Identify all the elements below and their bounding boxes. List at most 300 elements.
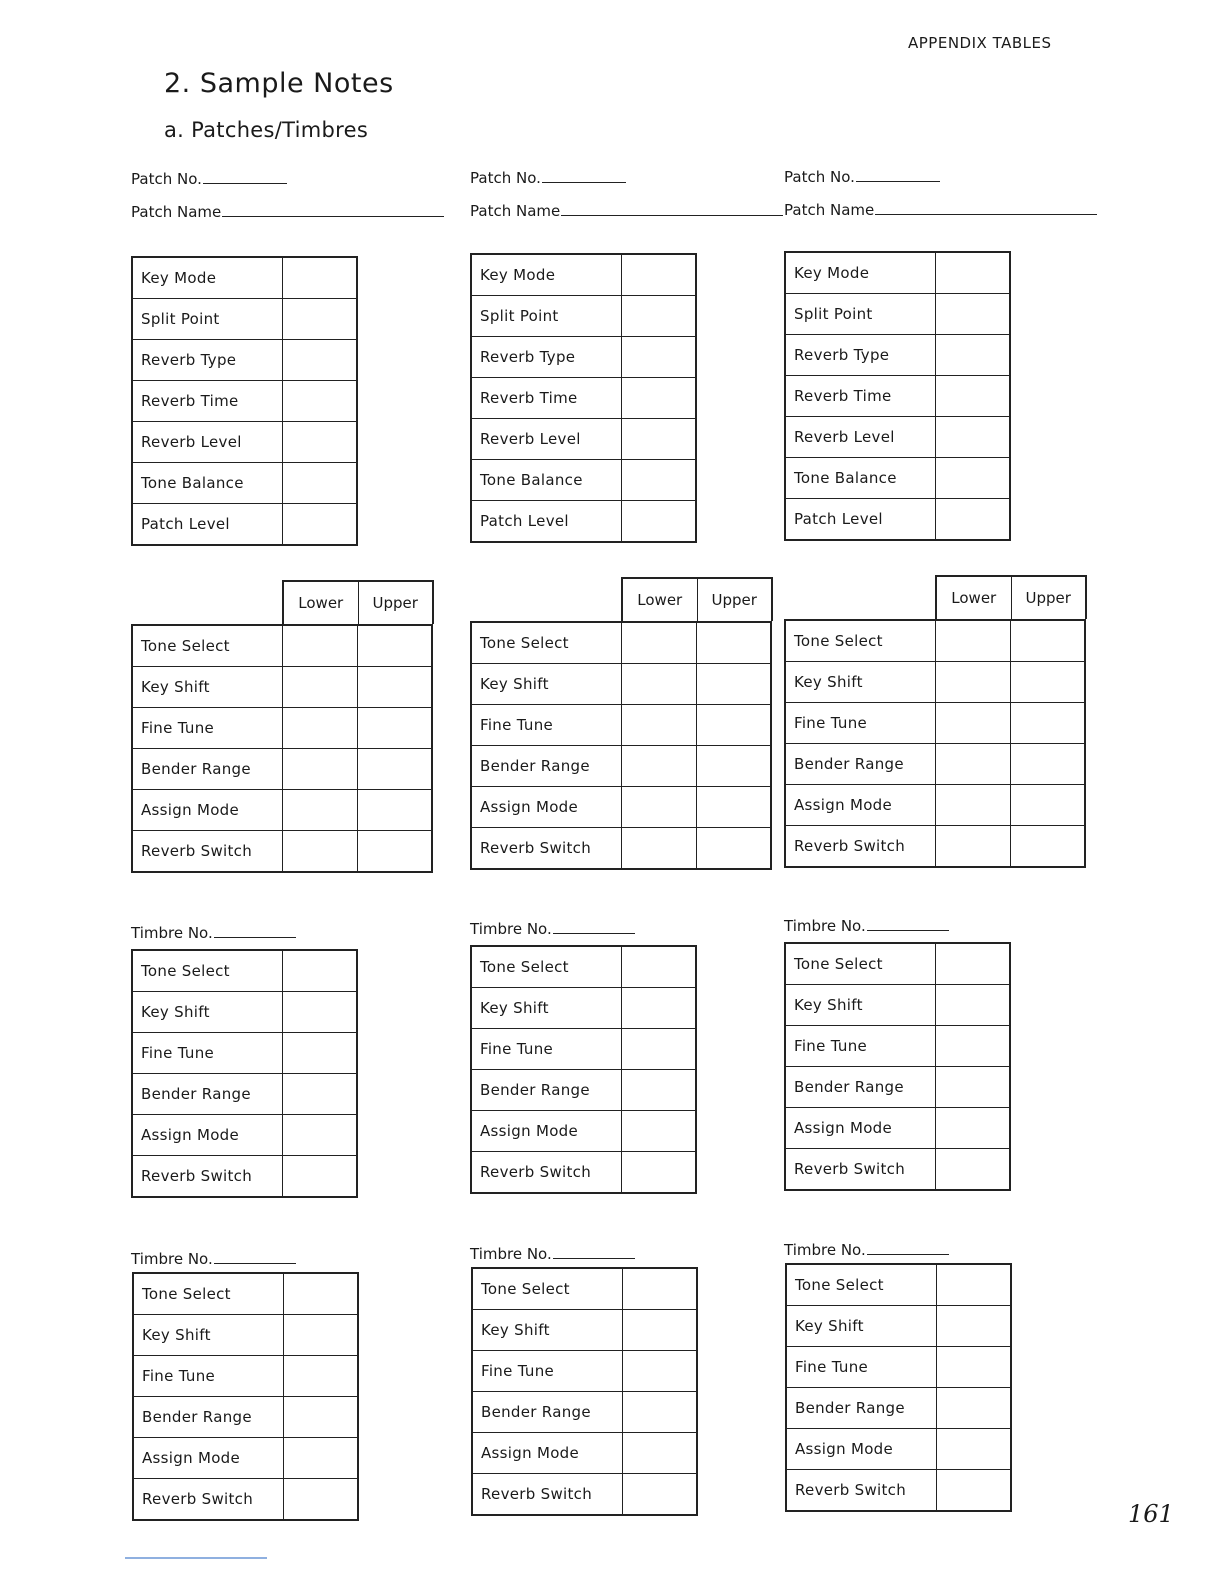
value-cell[interactable]: [622, 1433, 697, 1474]
lower-column-header: Lower: [951, 589, 997, 607]
row-label: Key Mode: [132, 257, 282, 299]
value-cell[interactable]: [621, 1029, 696, 1070]
patch-table-3: [784, 251, 1011, 541]
patch-name-field-2-label: Patch Name: [470, 202, 561, 220]
value-cell[interactable]: [935, 943, 1010, 985]
row-label: Bender Range: [786, 1388, 936, 1429]
value-cell[interactable]: [282, 340, 357, 381]
upper-value-cell[interactable]: [357, 790, 432, 831]
value-cell[interactable]: [935, 1067, 1010, 1108]
lower-value-cell[interactable]: [282, 790, 357, 831]
table-row: [785, 703, 1085, 744]
upper-value-cell[interactable]: [696, 622, 771, 664]
row-label: Key Shift: [785, 662, 935, 703]
patch-name-field-3-entry-line[interactable]: [875, 213, 1097, 215]
header-label: APPENDIX TABLES: [908, 34, 1052, 52]
value-cell[interactable]: [936, 1347, 1011, 1388]
table-row: [132, 504, 357, 546]
row-label: Tone Select: [471, 622, 621, 664]
table-row: [786, 1388, 1011, 1429]
row-label: Patch Level: [132, 504, 282, 546]
value-cell[interactable]: [935, 499, 1010, 541]
table-row: [785, 335, 1010, 376]
value-cell[interactable]: [622, 1392, 697, 1433]
table-row: [132, 463, 357, 504]
row-label: Reverb Switch: [471, 828, 621, 870]
timbre-no-field-2a-label: Timbre No.: [470, 920, 552, 938]
value-cell[interactable]: [282, 257, 357, 299]
value-cell[interactable]: [936, 1388, 1011, 1429]
value-cell[interactable]: [282, 381, 357, 422]
table-row: [786, 1470, 1011, 1512]
value-cell[interactable]: [935, 252, 1010, 294]
table-row: [785, 620, 1085, 662]
row-label: Reverb Switch: [132, 1156, 282, 1198]
row-label: Tone Select: [786, 1264, 936, 1306]
row-label: Bender Range: [133, 1397, 283, 1438]
row-label: Assign Mode: [472, 1433, 622, 1474]
table-row: [471, 501, 696, 543]
value-cell[interactable]: [935, 294, 1010, 335]
value-cell[interactable]: [282, 1115, 357, 1156]
value-cell[interactable]: [282, 950, 357, 992]
row-label: Tone Select: [471, 946, 621, 988]
row-label: Split Point: [132, 299, 282, 340]
table-row: [471, 460, 696, 501]
row-label: Fine Tune: [471, 1029, 621, 1070]
row-label: Tone Select: [785, 943, 935, 985]
patch-tone-table-1: [131, 624, 433, 873]
timbre-no-field-3b-label: Timbre No.: [784, 1241, 866, 1259]
lower-value-cell[interactable]: [282, 749, 357, 790]
table-row: [471, 296, 696, 337]
value-cell[interactable]: [283, 1397, 358, 1438]
table-row: [472, 1351, 697, 1392]
row-label: Tone Balance: [471, 460, 621, 501]
table-row: [133, 1273, 358, 1315]
patch-table-2: [470, 253, 697, 543]
patch-name-field-1-label: Patch Name: [131, 203, 222, 221]
table-row: [472, 1474, 697, 1516]
row-label: Bender Range: [132, 1074, 282, 1115]
row-label: Key Shift: [472, 1310, 622, 1351]
table-row: [471, 746, 771, 787]
upper-value-cell[interactable]: [1010, 620, 1085, 662]
timbre-no-field-2b: [470, 1245, 635, 1263]
row-label: Key Mode: [471, 254, 621, 296]
lower-value-cell[interactable]: [935, 785, 1010, 826]
table-row: [785, 499, 1010, 541]
table-row: [786, 1429, 1011, 1470]
table-row: [785, 458, 1010, 499]
lower-value-cell[interactable]: [935, 826, 1010, 868]
value-cell[interactable]: [283, 1356, 358, 1397]
upper-value-cell[interactable]: [696, 828, 771, 870]
patch-no-field-3-entry-line[interactable]: [856, 180, 940, 182]
patch-no-field-1-entry-line[interactable]: [203, 182, 287, 184]
row-label: Bender Range: [471, 1070, 621, 1111]
value-cell[interactable]: [935, 1149, 1010, 1191]
value-cell[interactable]: [622, 1310, 697, 1351]
value-cell[interactable]: [621, 1111, 696, 1152]
timbre-no-field-2a-entry-line[interactable]: [553, 932, 635, 934]
value-cell[interactable]: [935, 417, 1010, 458]
table-row: [471, 988, 696, 1029]
lower-value-cell[interactable]: [621, 746, 696, 787]
row-label: Reverb Switch: [472, 1474, 622, 1516]
timbre-no-field-2a: [470, 920, 635, 938]
table-row: [133, 1315, 358, 1356]
value-cell[interactable]: [282, 299, 357, 340]
timbre-no-field-2b-label: Timbre No.: [470, 1245, 552, 1263]
value-cell[interactable]: [622, 1351, 697, 1392]
timbre-no-field-1b-entry-line[interactable]: [214, 1262, 296, 1264]
value-cell[interactable]: [621, 1070, 696, 1111]
value-cell[interactable]: [283, 1273, 358, 1315]
value-cell[interactable]: [622, 1474, 697, 1516]
patch-name-field-3-label: Patch Name: [784, 201, 875, 219]
row-label: Key Shift: [471, 664, 621, 705]
table-row: [785, 744, 1085, 785]
value-cell[interactable]: [283, 1315, 358, 1356]
patch-no-field-2-label: Patch No.: [470, 169, 541, 187]
row-label: Fine Tune: [471, 705, 621, 746]
table-row: [132, 831, 432, 873]
section-title: 2. Sample Notes: [164, 68, 394, 99]
lower-value-cell[interactable]: [935, 662, 1010, 703]
upper-value-cell[interactable]: [357, 831, 432, 873]
table-row: [786, 1264, 1011, 1306]
table-row: [785, 785, 1085, 826]
row-label: Assign Mode: [785, 1108, 935, 1149]
table-row: [132, 708, 432, 749]
row-label: Key Shift: [133, 1315, 283, 1356]
row-label: Reverb Switch: [786, 1470, 936, 1512]
table-row: [132, 422, 357, 463]
value-cell[interactable]: [621, 501, 696, 543]
page-number: 161: [1128, 1500, 1174, 1528]
row-label: Reverb Level: [785, 417, 935, 458]
row-label: Assign Mode: [132, 790, 282, 831]
table-row: [132, 625, 432, 667]
upper-column-header: Upper: [1011, 577, 1086, 619]
value-cell[interactable]: [621, 988, 696, 1029]
patch-no-field-2-entry-line[interactable]: [542, 181, 626, 183]
table-row: [471, 1070, 696, 1111]
row-label: Key Shift: [132, 992, 282, 1033]
lower-column-header: Lower: [637, 591, 683, 609]
upper-value-cell[interactable]: [357, 625, 432, 667]
patch-name-field-2-entry-line[interactable]: [561, 214, 783, 216]
value-cell[interactable]: [282, 504, 357, 546]
table-row: [133, 1479, 358, 1521]
table-row: [471, 622, 771, 664]
row-label: Key Shift: [786, 1306, 936, 1347]
row-label: Key Shift: [785, 985, 935, 1026]
table-row: [785, 1067, 1010, 1108]
table-row: [132, 992, 357, 1033]
table-row: [471, 705, 771, 746]
lower-value-cell[interactable]: [282, 667, 357, 708]
row-label: Reverb Time: [471, 378, 621, 419]
table-row: [132, 1074, 357, 1115]
row-label: Fine Tune: [785, 703, 935, 744]
value-cell[interactable]: [282, 1156, 357, 1198]
patch-no-field-2: [470, 169, 626, 187]
row-label: Key Shift: [132, 667, 282, 708]
timbre-table-2a: [470, 945, 697, 1194]
row-label: Reverb Type: [785, 335, 935, 376]
table-row: [785, 1149, 1010, 1191]
lower-value-cell[interactable]: [935, 620, 1010, 662]
value-cell[interactable]: [282, 1033, 357, 1074]
row-label: Reverb Level: [132, 422, 282, 463]
value-cell[interactable]: [936, 1264, 1011, 1306]
patch-name-field-1-entry-line[interactable]: [222, 215, 444, 217]
row-label: Reverb Switch: [471, 1152, 621, 1194]
value-cell[interactable]: [935, 1108, 1010, 1149]
row-label: Fine Tune: [132, 708, 282, 749]
table-row: [471, 337, 696, 378]
upper-value-cell[interactable]: [1010, 785, 1085, 826]
lower-value-cell[interactable]: [621, 828, 696, 870]
timbre-no-field-1a: [131, 924, 296, 942]
table-row: [132, 299, 357, 340]
value-cell[interactable]: [621, 337, 696, 378]
value-cell[interactable]: [935, 335, 1010, 376]
upper-column-header: Upper: [697, 579, 772, 621]
value-cell[interactable]: [621, 378, 696, 419]
table-row: [785, 943, 1010, 985]
table-row: [471, 1111, 696, 1152]
timbre-no-field-1b: [131, 1250, 296, 1268]
lower-value-cell[interactable]: [621, 664, 696, 705]
value-cell[interactable]: [282, 1074, 357, 1115]
lower-column-header: Lower: [298, 594, 344, 612]
row-label: Assign Mode: [471, 787, 621, 828]
row-label: Reverb Type: [471, 337, 621, 378]
row-label: Fine Tune: [785, 1026, 935, 1067]
upper-value-cell[interactable]: [696, 664, 771, 705]
row-label: Bender Range: [471, 746, 621, 787]
table-row: [132, 340, 357, 381]
timbre-no-field-3a: [784, 917, 949, 935]
table-row: [785, 826, 1085, 868]
patch-no-field-3-label: Patch No.: [784, 168, 855, 186]
upper-value-cell[interactable]: [696, 787, 771, 828]
upper-value-cell[interactable]: [696, 746, 771, 787]
bottom-divider: [125, 1557, 267, 1559]
table-row: [471, 1029, 696, 1070]
row-label: Tone Select: [785, 620, 935, 662]
row-label: Bender Range: [785, 744, 935, 785]
upper-value-cell[interactable]: [357, 749, 432, 790]
upper-value-cell[interactable]: [357, 708, 432, 749]
row-label: Split Point: [785, 294, 935, 335]
table-row: [471, 419, 696, 460]
upper-value-cell[interactable]: [1010, 826, 1085, 868]
row-label: Tone Select: [132, 950, 282, 992]
patch-no-field-1: [131, 170, 287, 188]
upper-value-cell[interactable]: [696, 705, 771, 746]
row-label: Bender Range: [472, 1392, 622, 1433]
table-row: [133, 1438, 358, 1479]
upper-value-cell[interactable]: [1010, 662, 1085, 703]
value-cell[interactable]: [936, 1429, 1011, 1470]
value-cell[interactable]: [936, 1470, 1011, 1512]
row-label: Reverb Time: [132, 381, 282, 422]
row-label: Reverb Switch: [132, 831, 282, 873]
table-row: [471, 946, 696, 988]
value-cell[interactable]: [936, 1306, 1011, 1347]
row-label: Reverb Switch: [133, 1479, 283, 1521]
patch-tone-table-3: [784, 619, 1086, 868]
row-label: Patch Level: [785, 499, 935, 541]
table-row: [472, 1433, 697, 1474]
table-row: [132, 950, 357, 992]
row-label: Bender Range: [785, 1067, 935, 1108]
lower-upper-header-1: [282, 580, 434, 624]
value-cell[interactable]: [621, 419, 696, 460]
row-label: Fine Tune: [472, 1351, 622, 1392]
table-row: [785, 417, 1010, 458]
timbre-no-field-1a-entry-line[interactable]: [214, 936, 296, 938]
value-cell[interactable]: [621, 254, 696, 296]
table-row: [785, 662, 1085, 703]
row-label: Reverb Switch: [785, 1149, 935, 1191]
table-row: [785, 294, 1010, 335]
table-row: [785, 1026, 1010, 1067]
table-row: [132, 1033, 357, 1074]
table-row: [471, 378, 696, 419]
table-row: [471, 787, 771, 828]
value-cell[interactable]: [621, 296, 696, 337]
lower-value-cell[interactable]: [621, 787, 696, 828]
timbre-no-field-3a-entry-line[interactable]: [867, 929, 949, 931]
lower-value-cell[interactable]: [935, 703, 1010, 744]
upper-value-cell[interactable]: [357, 667, 432, 708]
timbre-no-field-3a-label: Timbre No.: [784, 917, 866, 935]
value-cell[interactable]: [621, 1152, 696, 1194]
row-label: Reverb Switch: [785, 826, 935, 868]
table-row: [472, 1310, 697, 1351]
timbre-no-field-1b-label: Timbre No.: [131, 1250, 213, 1268]
table-row: [132, 1156, 357, 1198]
table-row: [472, 1392, 697, 1433]
table-row: [786, 1347, 1011, 1388]
lower-value-cell[interactable]: [621, 622, 696, 664]
timbre-no-field-3b: [784, 1241, 949, 1259]
row-label: Tone Select: [472, 1268, 622, 1310]
value-cell[interactable]: [283, 1479, 358, 1521]
lower-value-cell[interactable]: [282, 708, 357, 749]
patch-tone-table-2: [470, 621, 772, 870]
patch-name-field-1: [131, 203, 444, 221]
table-row: [786, 1306, 1011, 1347]
value-cell[interactable]: [283, 1438, 358, 1479]
upper-column-header: Upper: [358, 582, 433, 624]
timbre-table-1a: [131, 949, 358, 1198]
upper-value-cell[interactable]: [1010, 703, 1085, 744]
row-label: Key Mode: [785, 252, 935, 294]
patch-name-field-3: [784, 201, 1097, 219]
row-label: Split Point: [471, 296, 621, 337]
value-cell[interactable]: [935, 458, 1010, 499]
table-row: [785, 376, 1010, 417]
table-row: [132, 381, 357, 422]
table-row: [132, 790, 432, 831]
timbre-no-field-2b-entry-line[interactable]: [553, 1257, 635, 1259]
timbre-table-1b: [132, 1272, 359, 1521]
value-cell[interactable]: [282, 463, 357, 504]
lower-value-cell[interactable]: [621, 705, 696, 746]
row-label: Fine Tune: [786, 1347, 936, 1388]
row-label: Bender Range: [132, 749, 282, 790]
row-label: Tone Select: [132, 625, 282, 667]
patch-table-1: [131, 256, 358, 546]
table-row: [471, 1152, 696, 1194]
table-row: [133, 1356, 358, 1397]
table-row: [132, 1115, 357, 1156]
upper-value-cell[interactable]: [1010, 744, 1085, 785]
row-label: Key Shift: [471, 988, 621, 1029]
table-row: [472, 1268, 697, 1310]
lower-value-cell[interactable]: [282, 831, 357, 873]
row-label: Reverb Time: [785, 376, 935, 417]
lower-value-cell[interactable]: [935, 744, 1010, 785]
value-cell[interactable]: [621, 460, 696, 501]
value-cell[interactable]: [621, 946, 696, 988]
row-label: Assign Mode: [132, 1115, 282, 1156]
lower-upper-header-2: [621, 577, 773, 621]
table-row: [133, 1397, 358, 1438]
value-cell[interactable]: [935, 1026, 1010, 1067]
row-label: Tone Select: [133, 1273, 283, 1315]
row-label: Patch Level: [471, 501, 621, 543]
row-label: Tone Balance: [132, 463, 282, 504]
table-row: [132, 257, 357, 299]
row-label: Tone Balance: [785, 458, 935, 499]
table-row: [471, 664, 771, 705]
value-cell[interactable]: [935, 985, 1010, 1026]
table-row: [785, 1108, 1010, 1149]
row-label: Fine Tune: [132, 1033, 282, 1074]
timbre-no-field-1a-label: Timbre No.: [131, 924, 213, 942]
table-row: [132, 749, 432, 790]
row-label: Reverb Type: [132, 340, 282, 381]
patch-name-field-2: [470, 202, 783, 220]
value-cell[interactable]: [282, 422, 357, 463]
timbre-table-3b: [785, 1263, 1012, 1512]
timbre-table-2b: [471, 1267, 698, 1516]
row-label: Assign Mode: [133, 1438, 283, 1479]
timbre-no-field-3b-entry-line[interactable]: [867, 1253, 949, 1255]
lower-value-cell[interactable]: [282, 625, 357, 667]
table-row: [785, 985, 1010, 1026]
sub-title: a. Patches/Timbres: [164, 118, 369, 142]
row-label: Reverb Level: [471, 419, 621, 460]
patch-no-field-1-label: Patch No.: [131, 170, 202, 188]
table-row: [132, 667, 432, 708]
row-label: Assign Mode: [471, 1111, 621, 1152]
table-row: [785, 252, 1010, 294]
value-cell[interactable]: [935, 376, 1010, 417]
value-cell[interactable]: [282, 992, 357, 1033]
row-label: Assign Mode: [786, 1429, 936, 1470]
table-row: [471, 254, 696, 296]
timbre-table-3a: [784, 942, 1011, 1191]
value-cell[interactable]: [622, 1268, 697, 1310]
